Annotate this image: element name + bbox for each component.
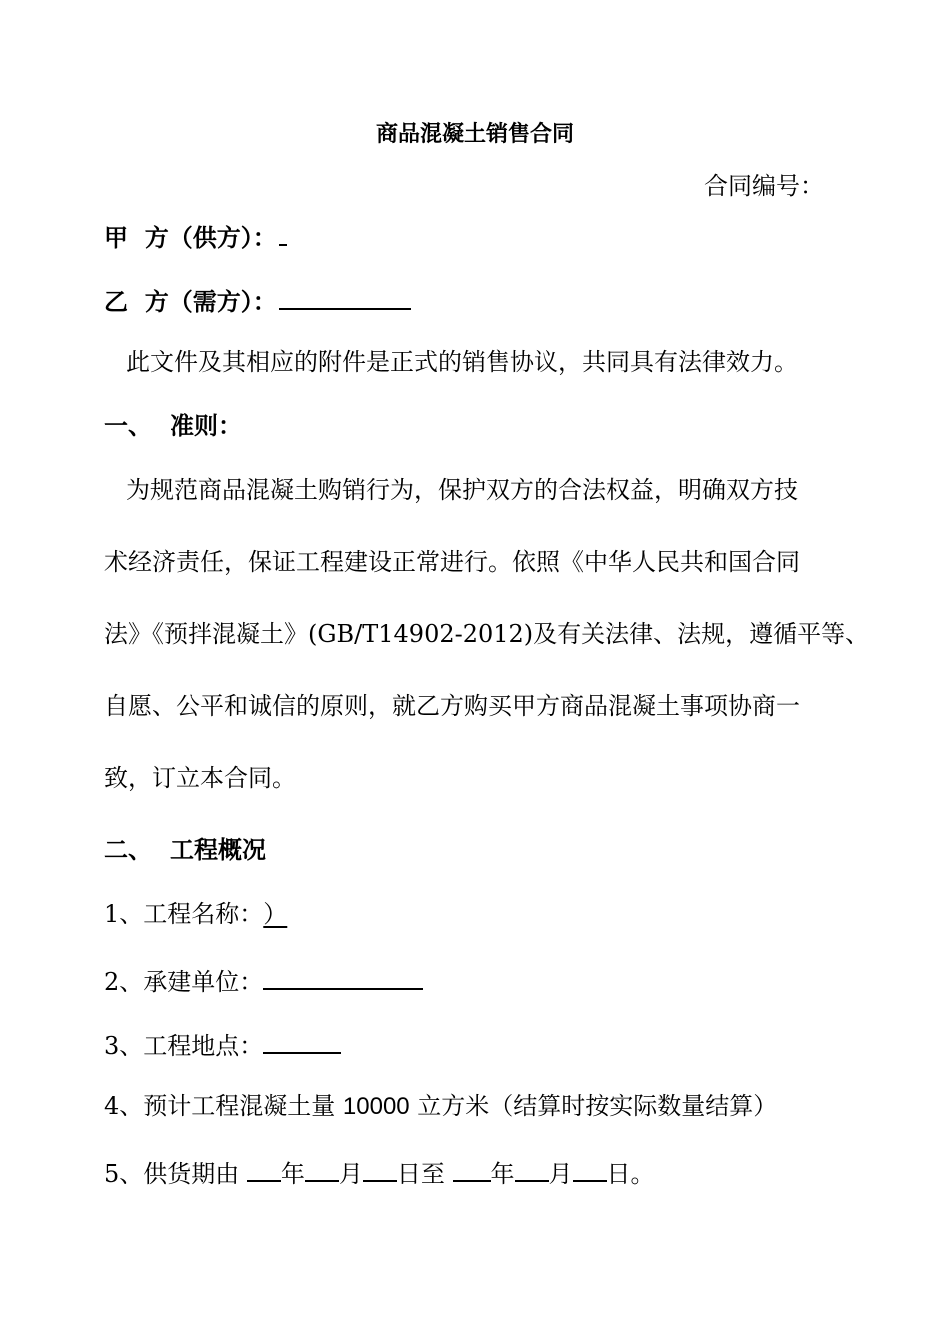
- intro-paragraph: 此文件及其相应的附件是正式的销售协议，共同具有法律效力。: [126, 348, 798, 376]
- year-label: 年: [280, 1160, 305, 1188]
- concrete-volume-qty: 10000: [342, 1093, 410, 1120]
- contractor-blank[interactable]: [263, 962, 423, 990]
- start-day-blank[interactable]: [363, 1154, 397, 1182]
- section1-line: 自愿、公平和诚信的原则，就乙方购买甲方商品混凝土事项协商一: [104, 692, 800, 720]
- party-a-row: [104, 218, 287, 254]
- party-a-blank[interactable]: [279, 218, 287, 246]
- section2-number: 二、: [104, 835, 152, 864]
- party-b-label: 乙 方（需方）：: [104, 287, 277, 316]
- section1-number: 一、: [104, 411, 152, 440]
- section1-line: 法》《预拌混凝土》(GB/T14902-2012)及有关法律、法规，遵循平等、: [104, 620, 870, 648]
- project-name-value[interactable]: ）: [263, 900, 288, 928]
- supply-period-row: [104, 1154, 655, 1190]
- site-location-row: [104, 1026, 341, 1062]
- supply-period-prefix: 5、供货期由: [104, 1160, 247, 1188]
- document-title: 商品混凝土销售合同: [375, 121, 574, 147]
- month-label: 月: [338, 1160, 363, 1188]
- contractor-row: [104, 962, 423, 998]
- section2-title: 工程概况: [170, 835, 266, 864]
- site-location-blank[interactable]: [263, 1026, 341, 1054]
- site-location-label: 3、工程地点：: [104, 1032, 264, 1060]
- section1-heading: [104, 410, 242, 442]
- section1-title: 准则：: [170, 411, 242, 440]
- concrete-volume-suffix: 立方米（结算时按实际数量结算）: [409, 1092, 778, 1120]
- party-b-blank[interactable]: [279, 282, 411, 310]
- project-name-row: [104, 898, 289, 930]
- day-end-label: 日。: [606, 1160, 655, 1188]
- day-to-label: 日至: [396, 1160, 453, 1188]
- year-label: 年: [490, 1160, 515, 1188]
- month-label: 月: [548, 1160, 573, 1188]
- end-day-blank[interactable]: [573, 1154, 607, 1182]
- contractor-label: 2、承建单位：: [104, 968, 264, 996]
- end-year-blank[interactable]: [453, 1154, 491, 1182]
- party-b-row: [104, 282, 411, 318]
- end-month-blank[interactable]: [515, 1154, 549, 1182]
- section1-line: 为规范商品混凝土购销行为，保护双方的合法权益，明确双方技: [126, 476, 798, 504]
- party-a-label: 甲 方（供方）：: [104, 223, 277, 252]
- section1-line: 致，订立本合同。: [104, 764, 296, 792]
- concrete-volume-prefix: 4、预计工程混凝土量: [104, 1092, 343, 1120]
- start-year-blank[interactable]: [247, 1154, 281, 1182]
- section1-line: 术经济责任，保证工程建设正常进行。依照《中华人民共和国合同: [104, 548, 800, 576]
- start-month-blank[interactable]: [305, 1154, 339, 1182]
- project-name-label: 1、工程名称：: [104, 900, 264, 928]
- concrete-volume-row: [104, 1090, 777, 1123]
- contract-number-label: 合同编号：: [704, 172, 824, 200]
- section2-heading: [104, 834, 266, 866]
